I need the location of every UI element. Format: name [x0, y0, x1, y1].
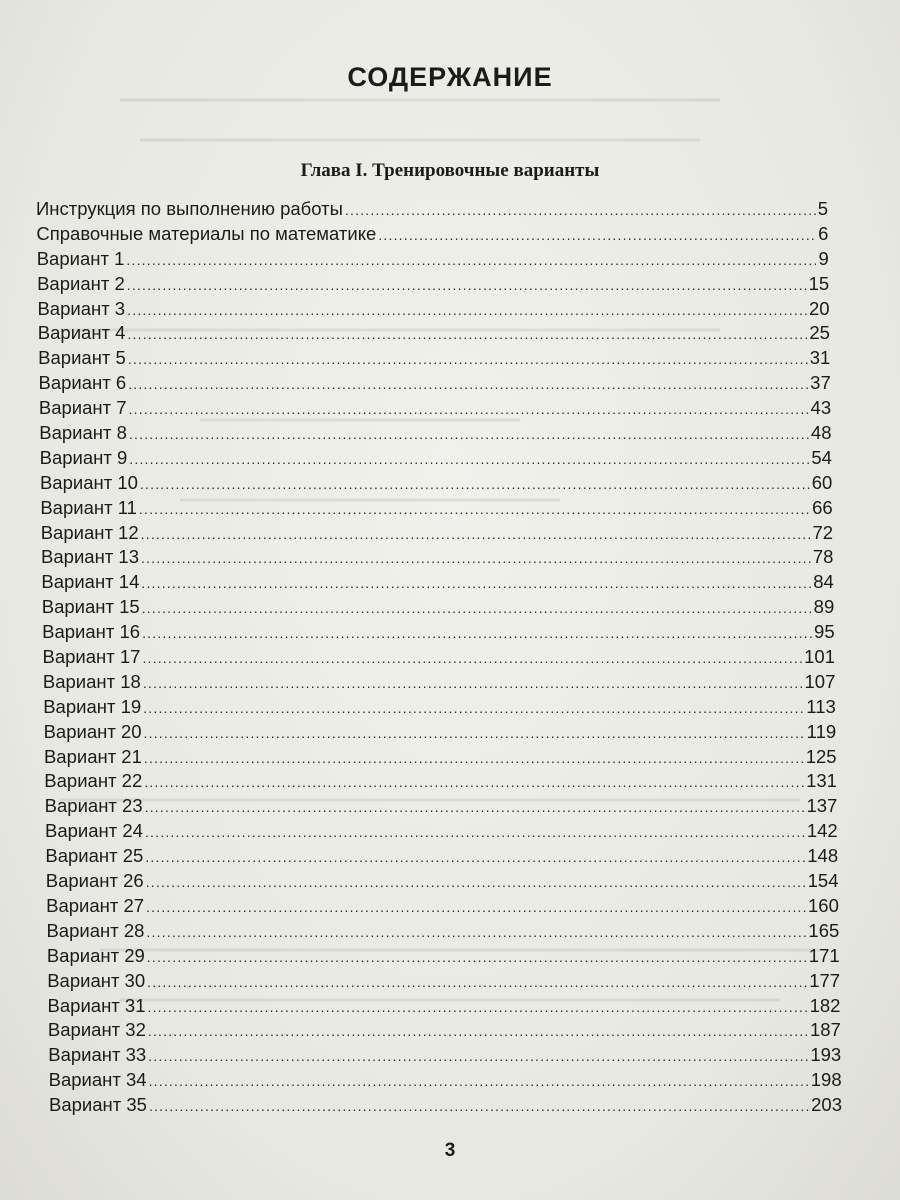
- page-number: 3: [444, 1140, 456, 1161]
- toc-entry-label: Вариант 27: [46, 894, 145, 916]
- toc-entry[interactable]: [0, 670, 900, 695]
- toc-entry-page: 187: [809, 1019, 841, 1041]
- dot-leader: [141, 522, 811, 547]
- toc-entry-page: 60: [811, 471, 833, 493]
- dot-leader: [129, 397, 809, 422]
- toc-entry-page: 20: [808, 297, 830, 319]
- toc-entry-label: Справочные материалы по математике: [36, 222, 377, 244]
- toc-entry[interactable]: [0, 371, 900, 396]
- toc-entry-label: Вариант 32: [47, 1019, 146, 1041]
- toc-entry-label: Вариант 1: [36, 247, 125, 269]
- toc-entry[interactable]: [0, 247, 900, 272]
- dot-leader: [148, 995, 808, 1020]
- toc-entry-page: 119: [806, 720, 837, 742]
- toc-entry-label: Вариант 9: [39, 446, 128, 468]
- dot-leader: [146, 920, 806, 945]
- toc-entry-page: 182: [809, 994, 841, 1016]
- dot-leader: [148, 1044, 808, 1069]
- toc-entry-page: 37: [810, 372, 831, 394]
- toc-entry-label: Вариант 13: [41, 546, 139, 568]
- toc-entry-page: 198: [810, 1069, 842, 1091]
- toc-entry-label: Инструкция по выполнению работы: [36, 198, 343, 219]
- toc-entry-page: 31: [809, 347, 831, 369]
- toc-entry-page: 66: [812, 496, 833, 518]
- dot-leader: [127, 322, 807, 347]
- toc-entry[interactable]: [0, 620, 900, 645]
- toc-entry[interactable]: [0, 521, 900, 546]
- toc-entry[interactable]: [0, 869, 900, 894]
- toc-entry[interactable]: [0, 745, 900, 770]
- dot-leader: [128, 372, 808, 397]
- toc-entry-page: 113: [806, 695, 836, 717]
- toc-entry[interactable]: [0, 720, 900, 745]
- toc-entry-label: Вариант 18: [42, 670, 141, 692]
- dot-leader: [144, 746, 804, 771]
- dot-leader: [143, 696, 804, 721]
- toc-entry[interactable]: [0, 1068, 900, 1093]
- toc-entry-label: Вариант 26: [45, 870, 144, 892]
- toc-entry-label: Вариант 31: [47, 994, 146, 1016]
- dot-leader: [149, 1069, 809, 1094]
- toc-entry-page: 43: [810, 397, 832, 419]
- dot-leader: [148, 1019, 808, 1044]
- toc-entry-page: 89: [813, 596, 835, 618]
- toc-entry[interactable]: [0, 994, 900, 1019]
- toc-entry-label: Вариант 28: [46, 919, 145, 941]
- dot-leader: [126, 248, 816, 273]
- dot-leader: [378, 223, 816, 248]
- toc-entry[interactable]: [0, 421, 900, 446]
- toc-entry-label: Вариант 14: [41, 571, 140, 593]
- toc-entry[interactable]: [0, 396, 900, 421]
- dot-leader: [128, 347, 808, 372]
- toc-entry-page: 15: [808, 272, 830, 294]
- table-of-contents: [0, 197, 900, 1118]
- toc-entry-page: 25: [809, 322, 830, 344]
- toc-entry[interactable]: [0, 272, 900, 297]
- toc-entry-label: Вариант 5: [38, 347, 126, 369]
- toc-entry-page: 142: [806, 820, 838, 842]
- toc-entry-page: 203: [811, 1094, 842, 1116]
- toc-entry[interactable]: [0, 819, 900, 844]
- toc-entry-page: 95: [814, 621, 835, 643]
- toc-entry[interactable]: [0, 570, 900, 595]
- dot-leader: [141, 571, 811, 596]
- toc-entry-label: Вариант 35: [49, 1094, 147, 1116]
- dot-leader: [139, 497, 810, 522]
- toc-entry[interactable]: [0, 844, 900, 869]
- dot-leader: [147, 945, 807, 970]
- toc-entry-page: 177: [809, 969, 841, 991]
- toc-entry[interactable]: [0, 645, 900, 670]
- toc-entry-label: Вариант 12: [40, 521, 139, 543]
- toc-entry-label: Вариант 7: [38, 397, 127, 419]
- dot-leader: [144, 770, 804, 795]
- dot-leader: [146, 870, 806, 895]
- toc-entry-label: Вариант 8: [39, 422, 127, 444]
- toc-entry-page: 84: [813, 571, 834, 593]
- toc-entry-page: 9: [818, 247, 829, 269]
- toc-entry-page: 101: [804, 646, 835, 668]
- toc-entry[interactable]: [0, 919, 900, 944]
- dot-leader: [140, 472, 810, 497]
- dot-leader: [142, 621, 812, 646]
- toc-entry[interactable]: [0, 222, 900, 247]
- dot-leader: [145, 820, 805, 845]
- toc-entry-label: Вариант 16: [42, 621, 141, 643]
- toc-entry-label: Вариант 23: [44, 795, 143, 817]
- toc-entry-page: 72: [812, 521, 834, 543]
- toc-entry-label: Вариант 30: [47, 969, 146, 991]
- dot-leader: [141, 546, 811, 571]
- toc-entry-page: 107: [804, 670, 836, 692]
- toc-entry-page: 6: [818, 222, 829, 244]
- toc-entry-label: Вариант 22: [44, 770, 143, 792]
- toc-entry[interactable]: [0, 695, 900, 720]
- toc-entry[interactable]: [0, 769, 900, 794]
- dot-leader: [127, 273, 807, 298]
- toc-entry-label: Вариант 20: [43, 720, 142, 742]
- toc-entry-label: Вариант 6: [38, 372, 127, 394]
- toc-entry-page: 131: [806, 770, 837, 792]
- dot-leader: [146, 895, 806, 920]
- toc-entry-page: 148: [807, 845, 839, 867]
- toc-entry[interactable]: [0, 446, 900, 471]
- toc-entry-label: Вариант 25: [45, 845, 144, 867]
- toc-entry[interactable]: [0, 595, 900, 620]
- toc-entry-label: Вариант 3: [37, 297, 126, 319]
- toc-entry[interactable]: [0, 894, 900, 919]
- toc-entry[interactable]: [0, 297, 900, 322]
- toc-entry[interactable]: [0, 197, 900, 222]
- toc-entry[interactable]: [0, 1018, 900, 1043]
- toc-entry-label: Вариант 33: [48, 1044, 147, 1066]
- toc-entry-page: 160: [808, 894, 839, 916]
- dot-leader: [142, 596, 812, 621]
- toc-entry[interactable]: [0, 496, 900, 521]
- toc-entry-page: 165: [808, 919, 840, 941]
- toc-entry[interactable]: [0, 969, 900, 994]
- toc-entry-label: Вариант 15: [41, 596, 140, 618]
- dot-leader: [129, 447, 809, 472]
- toc-entry-label: Вариант 19: [43, 695, 142, 717]
- toc-entry-label: Вариант 21: [43, 745, 142, 767]
- toc-entry-label: Вариант 11: [40, 496, 137, 518]
- toc-entry[interactable]: [0, 944, 900, 969]
- dot-leader: [345, 198, 816, 223]
- dot-leader: [142, 646, 802, 671]
- toc-entry-page: 125: [805, 745, 837, 767]
- dot-leader: [149, 1094, 809, 1119]
- toc-entry-label: Вариант 34: [48, 1069, 147, 1091]
- toc-entry-page: 137: [806, 795, 838, 817]
- dot-leader: [145, 795, 805, 820]
- toc-entry[interactable]: [0, 321, 900, 346]
- dot-leader: [147, 970, 807, 995]
- toc-entry-page: 154: [807, 870, 839, 892]
- toc-entry-page: 5: [817, 198, 828, 219]
- toc-entry[interactable]: [0, 1043, 900, 1068]
- toc-entry[interactable]: [0, 1093, 900, 1118]
- toc-entry[interactable]: [0, 346, 900, 371]
- toc-entry[interactable]: [0, 471, 900, 496]
- toc-entry-label: Вариант 2: [37, 272, 125, 294]
- toc-entry-page: 78: [812, 546, 834, 568]
- toc-entry-label: Вариант 17: [42, 646, 141, 668]
- chapter-heading: Глава I. Тренировочные варианты: [300, 160, 600, 181]
- toc-entry-page: 171: [808, 944, 840, 966]
- toc-entry-page: 193: [810, 1044, 842, 1066]
- dot-leader: [143, 671, 803, 696]
- toc-entry-label: Вариант 4: [37, 322, 126, 344]
- toc-entry[interactable]: [0, 545, 900, 570]
- toc-entry-label: Вариант 10: [39, 471, 138, 493]
- toc-entry-page: 48: [810, 422, 832, 444]
- dot-leader: [129, 422, 809, 447]
- toc-entry-page: 54: [811, 446, 832, 468]
- page-title: СОДЕРЖАНИЕ: [347, 62, 553, 92]
- dot-leader: [127, 298, 807, 323]
- toc-entry[interactable]: [0, 794, 900, 819]
- toc-entry-label: Вариант 24: [45, 820, 143, 842]
- dot-leader: [144, 721, 805, 746]
- dot-leader: [145, 845, 805, 870]
- toc-entry-label: Вариант 29: [46, 944, 145, 966]
